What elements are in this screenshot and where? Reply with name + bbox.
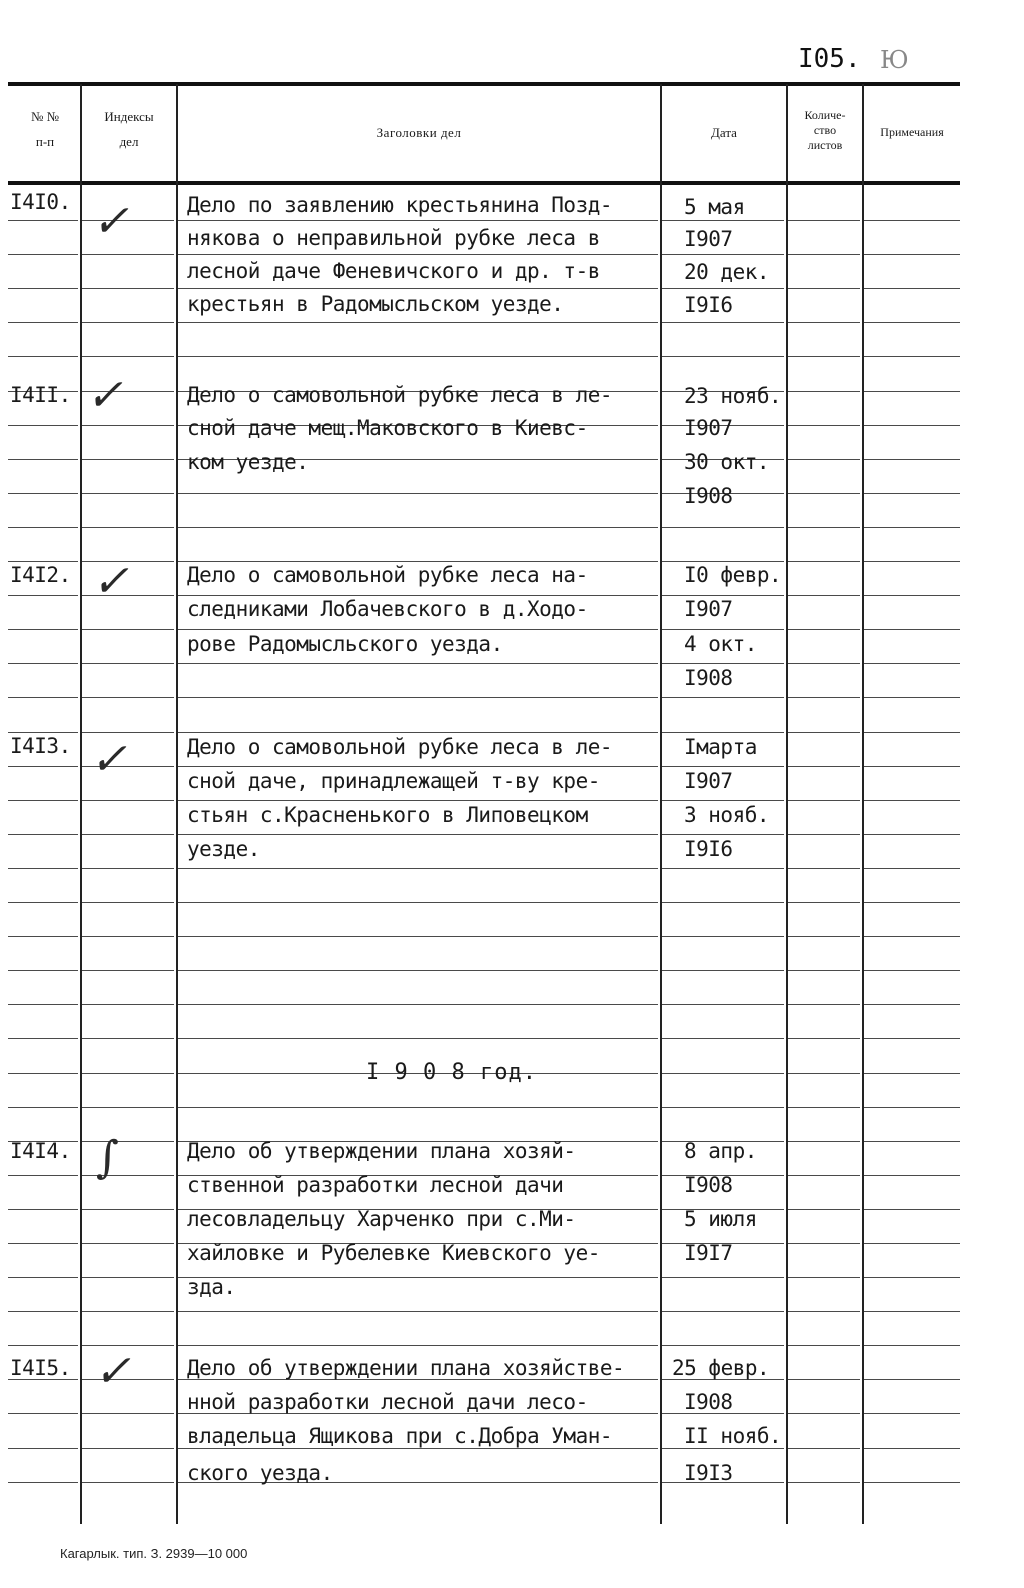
ruled-line (864, 493, 960, 494)
entry-date-line: I9I6 (684, 837, 733, 861)
ruled-line (178, 766, 658, 767)
entry-date-line: I908 (684, 1173, 733, 1197)
ruled-line (82, 1107, 174, 1108)
ruled-line (8, 1311, 78, 1312)
entry-date-line: Iмарта (684, 735, 757, 759)
ruled-line (864, 766, 960, 767)
ruled-line (82, 697, 174, 698)
ruled-line (82, 425, 174, 426)
ruled-line (788, 1175, 860, 1176)
ruled-line (82, 459, 174, 460)
ruled-line (662, 356, 784, 357)
entry-date-line: 5 мая (684, 195, 745, 219)
column-divider (862, 84, 864, 1524)
ruled-line (8, 1073, 78, 1074)
ruled-line (864, 1448, 960, 1449)
ruled-line (8, 834, 78, 835)
entry-date-line: I907 (684, 416, 733, 440)
entry-date-line: II нояб. (684, 1424, 782, 1448)
ruled-line (8, 322, 78, 323)
ruled-line (8, 595, 78, 596)
ruled-line (864, 663, 960, 664)
ruled-line (864, 356, 960, 357)
entry-date-line: I9I7 (684, 1241, 733, 1265)
ruled-line (82, 936, 174, 937)
entry-title-line: лесной даче Феневичского и др. т-в (187, 259, 600, 283)
ruled-line (662, 1073, 784, 1074)
header-number-sub: п-п (35, 134, 55, 149)
entry-date-line: I908 (684, 484, 733, 508)
ruled-line (8, 459, 78, 460)
ruled-line (8, 1175, 78, 1176)
ruled-line (788, 220, 860, 221)
ruled-line (8, 527, 78, 528)
entry-title-line: лесовладельцу Харченко при с.Ми- (187, 1207, 576, 1231)
ruled-line (8, 1482, 78, 1483)
ruled-line (864, 970, 960, 971)
ruled-line (82, 1038, 174, 1039)
ruled-line (788, 1141, 860, 1142)
header-notes: Примечания (880, 125, 944, 139)
entry-date-line: 20 дек. (684, 260, 770, 284)
ruled-line (662, 1345, 784, 1346)
ruled-line (82, 800, 174, 801)
ruled-line (788, 493, 860, 494)
entry-title-line: ского уезда. (187, 1461, 333, 1485)
ruled-line (82, 1413, 174, 1414)
ruled-line (788, 254, 860, 255)
entry-title-line: рове Радомысльского уезда. (187, 632, 503, 656)
entry-date-line: I0 февр. (684, 563, 782, 587)
ruled-line (178, 868, 658, 869)
header-index (82, 108, 176, 150)
ruled-line (864, 1107, 960, 1108)
check-mark-icon: ✓ (92, 196, 129, 247)
ruled-line (82, 1311, 174, 1312)
ruled-line (864, 1311, 960, 1312)
ruled-line (8, 425, 78, 426)
ruled-line (864, 732, 960, 733)
ruled-line (8, 1277, 78, 1278)
ruled-line (864, 902, 960, 903)
entry-title-line: стьян с.Красненького в Липовецком (187, 803, 588, 827)
ruled-line (788, 322, 860, 323)
ruled-line (864, 1004, 960, 1005)
ruled-line (662, 629, 784, 630)
ruled-line (178, 697, 658, 698)
ruled-line (82, 1448, 174, 1449)
ruled-line (82, 493, 174, 494)
ruled-line (788, 356, 860, 357)
entry-number: I4II. (10, 383, 71, 407)
ruled-line (788, 1277, 860, 1278)
ruled-line (82, 1209, 174, 1210)
header-title: Заголовки дел (376, 125, 462, 140)
entry-number: I4I0. (10, 190, 71, 214)
ruled-line (178, 732, 658, 733)
entry-date-line: 4 окт. (684, 632, 757, 656)
ruled-line (178, 493, 658, 494)
ruled-line (82, 834, 174, 835)
entry-date-line: 23 нояб. (684, 384, 782, 408)
ruled-line (662, 766, 784, 767)
ruled-line (788, 1073, 860, 1074)
ruled-line (8, 1413, 78, 1414)
check-mark-icon: ✓ (90, 734, 127, 785)
header-number-label: № № (30, 109, 60, 124)
ruled-line (788, 391, 860, 392)
ruled-line (864, 1277, 960, 1278)
ruled-line (788, 629, 860, 630)
ruled-line (864, 1175, 960, 1176)
ruled-line (662, 220, 784, 221)
ruled-line (788, 1413, 860, 1414)
ruled-line (788, 1243, 860, 1244)
entry-title-line: ственной разработки лесной дачи (187, 1173, 564, 1197)
ruled-line (864, 1209, 960, 1210)
ruled-line (178, 356, 658, 357)
ruled-line (662, 834, 784, 835)
ruled-line (8, 356, 78, 357)
ruled-line (864, 1038, 960, 1039)
top-rule (8, 82, 960, 86)
check-mark-icon: ✓ (94, 1346, 131, 1397)
ruled-line (662, 970, 784, 971)
ruled-line (8, 663, 78, 664)
ruled-line (82, 1004, 174, 1005)
check-mark-icon: ✓ (86, 370, 123, 421)
ruled-line (864, 1141, 960, 1142)
entry-date-line: I907 (684, 769, 733, 793)
ruled-line (864, 1345, 960, 1346)
ruled-line (178, 322, 658, 323)
ruled-line (82, 663, 174, 664)
ruled-line (864, 595, 960, 596)
ruled-line (788, 1004, 860, 1005)
ruled-line (662, 527, 784, 528)
ruled-line (82, 732, 174, 733)
ruled-line (178, 1311, 658, 1312)
stamp: Ю (880, 46, 909, 74)
ruled-line (8, 732, 78, 733)
ruled-line (178, 561, 658, 562)
ruled-line (788, 1379, 860, 1380)
entry-date-line: I907 (684, 597, 733, 621)
header-bottom-rule (8, 181, 960, 185)
ruled-line (864, 561, 960, 562)
ruled-line (82, 1277, 174, 1278)
ruled-line (864, 629, 960, 630)
column-divider (660, 84, 662, 1524)
entry-title-line: Дело об утверждении плана хозяйстве- (187, 1356, 625, 1380)
ruled-line (8, 970, 78, 971)
ruled-line (8, 1107, 78, 1108)
ruled-line (662, 322, 784, 323)
ruled-line (178, 629, 658, 630)
ruled-line (82, 322, 174, 323)
ruled-line (788, 1482, 860, 1483)
ruled-line (8, 1345, 78, 1346)
entry-date-line: 8 апр. (684, 1139, 757, 1163)
ruled-line (864, 834, 960, 835)
ruled-line (8, 254, 78, 255)
ruled-line (662, 1038, 784, 1039)
ruled-line (864, 697, 960, 698)
ruled-line (788, 732, 860, 733)
ruled-line (788, 1107, 860, 1108)
check-mark-icon: ✓ (92, 556, 129, 607)
entry-title-line: Дело о самовольной рубке леса на- (187, 563, 588, 587)
entry-number: I4I5. (10, 1356, 71, 1380)
entry-title-line: владельца Ящикова при с.Добра Уман- (187, 1424, 613, 1448)
ruled-line (82, 1243, 174, 1244)
entry-title-line: уезде. (187, 837, 260, 861)
ruled-line (662, 595, 784, 596)
entry-date-line: 30 окт. (684, 450, 770, 474)
ruled-line (788, 561, 860, 562)
ruled-line (8, 220, 78, 221)
ruled-line (178, 936, 658, 937)
ruled-line (8, 766, 78, 767)
ruled-line (864, 391, 960, 392)
ruled-line (8, 800, 78, 801)
ruled-line (864, 1379, 960, 1380)
ruled-line (178, 595, 658, 596)
ruled-line (788, 663, 860, 664)
ruled-line (788, 288, 860, 289)
entry-number: I4I2. (10, 563, 71, 587)
ruled-line (788, 766, 860, 767)
ruled-line (662, 868, 784, 869)
entry-date-line: I907 (684, 227, 733, 251)
ruled-line (864, 1482, 960, 1483)
ruled-line (662, 697, 784, 698)
column-divider (176, 84, 178, 1524)
ruled-line (178, 902, 658, 903)
entry-date-line: I9I6 (684, 293, 733, 317)
ruled-line (8, 697, 78, 698)
entry-date-line: 3 нояб. (684, 803, 770, 827)
entry-date-line: I908 (684, 1390, 733, 1414)
ruled-line (8, 629, 78, 630)
ruled-line (788, 970, 860, 971)
ruled-line (82, 356, 174, 357)
ruled-line (788, 697, 860, 698)
header-count-line3: листов (807, 138, 843, 152)
entry-title-line: някова о неправильной рубке леса в (187, 226, 600, 250)
ruled-line (8, 902, 78, 903)
ruled-line (8, 1243, 78, 1244)
entry-title-line: Дело по заявлению крестьянина Позд- (187, 193, 613, 217)
ruled-line (82, 902, 174, 903)
entry-number: I4I4. (10, 1139, 71, 1163)
header-count-line2: ство (813, 123, 837, 137)
ruled-line (662, 288, 784, 289)
header-count-line1: Количе- (804, 108, 846, 122)
entry-title-line: сной даче мещ.Маковского в Киевс- (187, 416, 588, 440)
ruled-line (864, 1243, 960, 1244)
ruled-line (178, 220, 658, 221)
ruled-line (178, 1107, 658, 1108)
ruled-line (82, 868, 174, 869)
ruled-line (662, 1277, 784, 1278)
header-index-sub: дел (119, 134, 139, 149)
ruled-line (82, 1482, 174, 1483)
ruled-line (864, 254, 960, 255)
ruled-line (8, 1038, 78, 1039)
ruled-line (788, 1345, 860, 1346)
ruled-line (8, 561, 78, 562)
ruled-line (788, 595, 860, 596)
ruled-line (178, 1038, 658, 1039)
header-number (10, 108, 80, 150)
ruled-line (662, 254, 784, 255)
year-heading: I 9 0 8 год. (366, 1060, 537, 1085)
ruled-line (662, 1448, 784, 1449)
ruled-line (178, 1345, 658, 1346)
ruled-line (662, 936, 784, 937)
ruled-line (864, 868, 960, 869)
entry-title-line: крестьян в Радомысльском уезде. (187, 292, 564, 316)
entry-title-line: Дело о самовольной рубке леса в ле- (187, 735, 613, 759)
ruled-line (864, 527, 960, 528)
entry-title-line: ком уезде. (187, 450, 309, 474)
ruled-line (864, 322, 960, 323)
ruled-line (788, 936, 860, 937)
ruled-line (788, 527, 860, 528)
ruled-line (788, 1448, 860, 1449)
ruled-line (178, 254, 658, 255)
ruled-line (788, 834, 860, 835)
ruled-line (662, 1004, 784, 1005)
ruled-line (82, 527, 174, 528)
ruled-line (788, 868, 860, 869)
entry-title-line: зда. (187, 1275, 236, 1299)
ruled-line (662, 1107, 784, 1108)
entry-title-line: Дело о самовольной рубке леса в ле- (187, 383, 613, 407)
ruled-line (788, 800, 860, 801)
entry-title-line: следниками Лобачевского в д.Ходо- (187, 597, 588, 621)
ruled-line (82, 254, 174, 255)
check-mark-icon: ∫ (96, 1132, 119, 1183)
ruled-line (864, 288, 960, 289)
ruled-line (178, 1448, 658, 1449)
ruled-line (788, 902, 860, 903)
header-count (788, 108, 862, 153)
ruled-line (178, 288, 658, 289)
ruled-line (8, 868, 78, 869)
ruled-line (662, 1311, 784, 1312)
ruled-line (178, 970, 658, 971)
column-divider (786, 84, 788, 1524)
entry-date-line: 25 февр. (672, 1356, 770, 1380)
ruled-line (864, 220, 960, 221)
header-date: Дата (711, 125, 737, 140)
ruled-line (864, 425, 960, 426)
ruled-line (864, 1073, 960, 1074)
ruled-line (864, 1413, 960, 1414)
entry-title-line: сной даче, принадлежащей т-ву кре- (187, 769, 600, 793)
column-divider (80, 84, 82, 1524)
ruled-line (178, 800, 658, 801)
header-index-label: Индексы (104, 109, 154, 124)
ruled-line (662, 732, 784, 733)
ruled-line (8, 1004, 78, 1005)
ruled-line (864, 936, 960, 937)
ruled-line (178, 663, 658, 664)
ruled-line (662, 561, 784, 562)
ruled-line (788, 425, 860, 426)
entry-title-line: хайловке и Рубелевке Киевского уе- (187, 1241, 600, 1265)
ruled-line (8, 1448, 78, 1449)
entry-date-line: I908 (684, 666, 733, 690)
entry-title-line: нной разработки лесной дачи лесо- (187, 1390, 588, 1414)
ruled-line (788, 459, 860, 460)
ruled-line (8, 1209, 78, 1210)
ruled-line (788, 1311, 860, 1312)
ruled-line (82, 970, 174, 971)
ruled-line (864, 800, 960, 801)
ruled-line (788, 1209, 860, 1210)
entry-date-line: 5 июля (684, 1207, 757, 1231)
ruled-line (788, 1038, 860, 1039)
ruled-line (662, 663, 784, 664)
entry-date-line: I9I3 (684, 1461, 733, 1485)
ruled-line (178, 527, 658, 528)
page-number: I05. (798, 44, 861, 74)
ruled-line (178, 1277, 658, 1278)
ruled-line (662, 902, 784, 903)
entry-number: I4I3. (10, 734, 71, 758)
ruled-line (178, 1004, 658, 1005)
ruled-line (82, 1073, 174, 1074)
ruled-line (178, 834, 658, 835)
ruled-line (8, 936, 78, 937)
ruled-line (82, 288, 174, 289)
entry-title-line: Дело об утверждении плана хозяй- (187, 1139, 576, 1163)
ruled-line (82, 629, 174, 630)
ruled-line (8, 493, 78, 494)
ruled-line (662, 800, 784, 801)
printer-footer: Кагарлык. тип. З. 2939—10 000 (60, 1546, 248, 1561)
ruled-line (8, 288, 78, 289)
ruled-line (864, 459, 960, 460)
